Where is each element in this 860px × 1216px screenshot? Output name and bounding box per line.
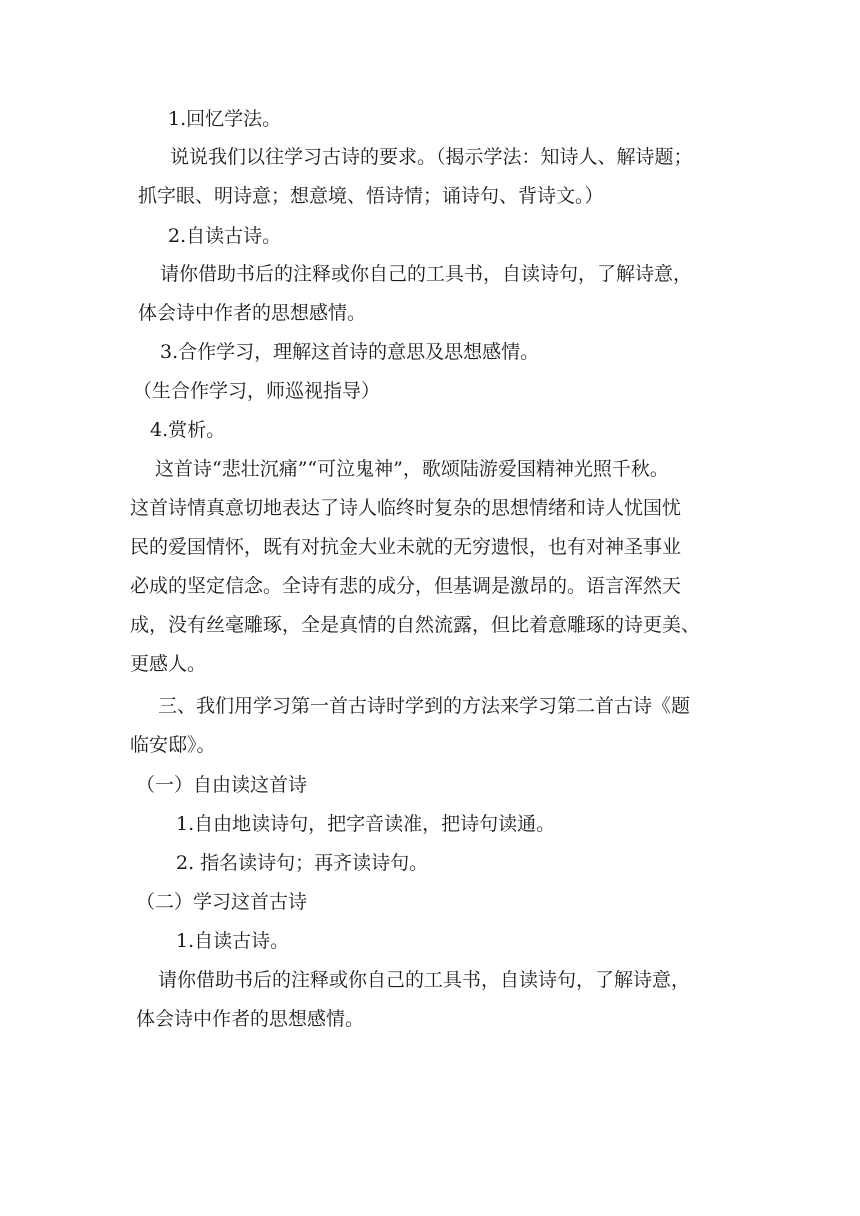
subsection-heading-1: （一）自由读这首诗 [136,774,308,796]
paragraph-line: 体会诗中作者的思想感情。 [138,302,367,324]
paragraph-line: 体会诗中作者的思想感情。 [136,1008,365,1030]
paragraph-line: 民的爱国情怀，既有对抗金大业未就的无穷遗恨，也有对神圣事业 [130,536,682,558]
paragraph-line: 请你借助书后的注释或你自己的工具书，自读诗句，了解诗意， [158,969,691,991]
step-self-read: 2.自读古诗。 [168,225,282,247]
paragraph-line: 这首诗“悲壮沉痛”“可泣鬼神”，歌颂陆游爱国精神光照千秋。 [155,458,669,480]
paragraph-line: 抓字眼、明诗意；想意境、悟诗情；诵诗句、背诗文。） [138,185,604,207]
step-recall-method: 1.回忆学法。 [168,108,282,130]
paragraph-line: 2. 指名读诗句；再齐读诗句。 [176,852,429,874]
paragraph-line: 成，没有丝毫雕琢，全是真情的自然流露，但比着意雕琢的诗更美、 [130,614,701,636]
section-three-heading: 三、我们用学习第一首古诗时学到的方法来学习第二首古诗《题 [158,695,691,717]
subsection-heading-2: （二）学习这首古诗 [136,891,308,913]
paragraph-line: 1.自读古诗。 [176,930,290,952]
paragraph-line: 临安邸》。 [130,734,216,756]
paragraph-line: 更感人。 [130,653,207,675]
step-cooperative-learning: 3.合作学习，理解这首诗的意思及思想感情。 [160,341,540,363]
paragraph-line: 1.自由地读诗句，把字音读准，把诗句读通。 [176,813,556,835]
paragraph-line: 说说我们以往学习古诗的要求。（揭示学法：知诗人、解诗题； [170,146,693,168]
paragraph-line: 这首诗情真意切地表达了诗人临终时复杂的思想情绪和诗人忧国忧 [130,497,682,519]
paragraph-line: （生合作学习，师巡视指导） [133,380,381,402]
paragraph-line: 必成的坚定信念。全诗有悲的成分，但基调是激昂的。语言浑然天 [130,575,682,597]
step-appreciation: 4.赏析。 [150,419,226,441]
paragraph-line: 请你借助书后的注释或你自己的工具书，自读诗句，了解诗意， [160,263,693,285]
